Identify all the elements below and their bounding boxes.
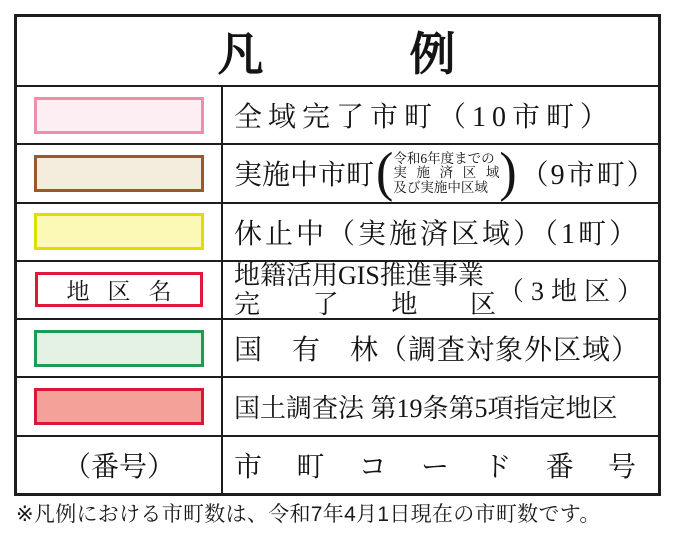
legend-row-in-progress (17, 142, 658, 203)
in-progress-note (376, 142, 517, 203)
legend-title: 凡 例 (17, 17, 658, 87)
note-line-1: 令和6年度までの (393, 150, 495, 166)
in-progress-label-cell (223, 142, 658, 203)
legend-row-completed (17, 87, 658, 145)
completed-label: 全域完了市町（10市町） (234, 102, 615, 134)
completed-label-cell (223, 87, 658, 143)
article19-swatch-cell (17, 378, 223, 434)
article19-swatch (34, 388, 204, 425)
in-progress-swatch-cell (17, 145, 223, 201)
note-close-paren: ) (499, 142, 517, 203)
legend-row-suspended (17, 204, 658, 262)
article19-label-cell (223, 378, 658, 434)
national-forest-swatch-cell (17, 320, 223, 376)
gis-district-box-cell (17, 262, 223, 318)
national-forest-label: 国 有 林（調査対象外区域） (234, 335, 641, 367)
note-line-3: 及び実施中区域 (393, 179, 488, 195)
national-forest-label-cell (223, 320, 658, 376)
suspended-label: 休止中（実施済区域）（1町） (234, 218, 641, 250)
note-open-paren: ( (376, 142, 394, 203)
article19-label: 国土調査法 第19条第5項指定地区 (234, 394, 618, 424)
suspended-swatch-cell (17, 204, 223, 260)
city-code-label-cell (223, 437, 658, 493)
city-code-number-cell (17, 437, 223, 493)
legend-row-gis-district (17, 262, 658, 320)
district-name-label: 地区名 (66, 279, 190, 305)
note-line-2: 実施済区域 (393, 165, 500, 181)
in-progress-count: （9市町） (520, 160, 657, 192)
suspended-label-cell (223, 204, 658, 260)
district-name-box (35, 272, 203, 307)
in-progress-note-lines (393, 152, 499, 196)
gis-line-1: 地籍活用GIS推進事業 (234, 260, 484, 290)
gis-district-label-cell (223, 262, 658, 318)
city-code-number-label: （番号） (62, 451, 175, 483)
legend-row-city-code (17, 437, 658, 493)
in-progress-label: 実施中市町 (234, 160, 375, 192)
legend-footnote: ※凡例における市町数は、令和7年4月1日現在の市町数です。 (16, 503, 601, 526)
completed-swatch-cell (17, 87, 223, 143)
gis-district-lines (234, 261, 496, 319)
gis-district-count: （3地区） (497, 277, 650, 307)
legend-row-national-forest (17, 320, 658, 378)
completed-swatch (34, 97, 204, 134)
in-progress-swatch (34, 155, 204, 192)
suspended-swatch (34, 213, 204, 250)
national-forest-swatch (34, 330, 204, 367)
legend-table (14, 14, 661, 496)
gis-line-2: 完了地区 (234, 289, 496, 319)
legend-row-article19 (17, 378, 658, 436)
city-code-label: 市町コード番号 (234, 451, 636, 483)
